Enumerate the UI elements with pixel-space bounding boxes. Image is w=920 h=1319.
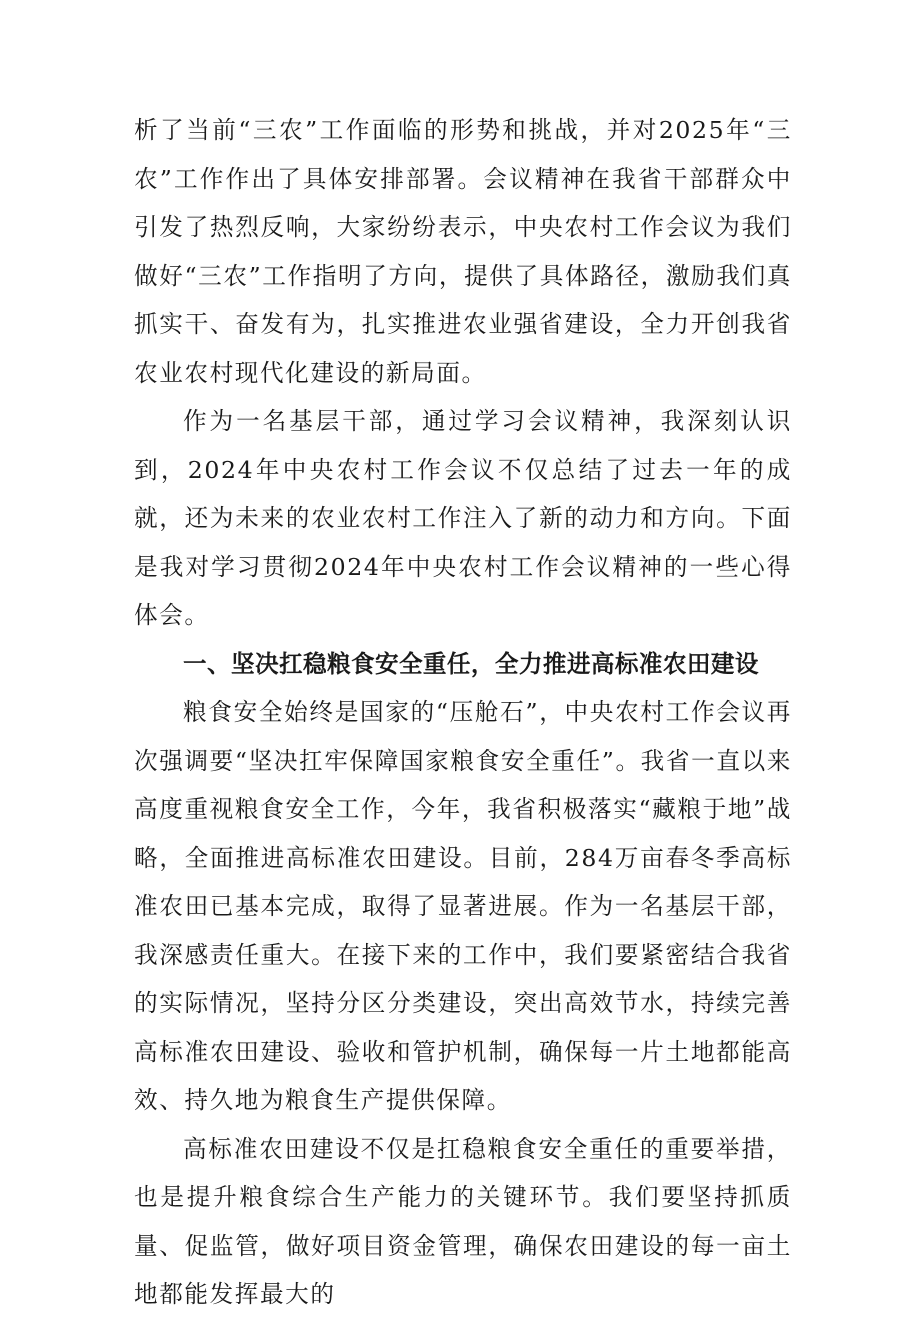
paragraph-grain-security: 粮食安全始终是国家的“压舱石”，中央农村工作会议再次强调要“坚决扛牢保障国家粮食安全重任”。我省一直以来高度重视粮食安全工作，今年，我省积极落实“藏粮于地”战略，全面推进高标准农田建设。目前，284万亩春冬季高标准农田已基本完成，取得了显著进展。作为一名基层干部，我深感责任重大。在接下来的工作中，我们要紧密结合我省的实际情况，坚持分区分类建设，突出高效节水，持续完善高标准农田建设、验收和管护机制，确保每一片土地都能高效、持久地为粮食生产提供保障。 bbox=[134, 698, 792, 1114]
document-body bbox=[134, 106, 792, 1319]
paragraph-continuation: 析了当前“三农”工作面临的形势和挑战，并对2025年“三农”工作作出了具体安排部署。会议精神在我省干部群众中引发了热烈反响，大家纷纷表示，中央农村工作会议为我们做好“三农”工作指明了方向，提供了具体路径，激励我们真抓实干、奋发有为，扎实推进农业强省建设，全力开创我省农业农村现代化建设的新局面。 bbox=[134, 116, 792, 387]
paragraph-intro: 作为一名基层干部，通过学习会议精神，我深刻认识到，2024年中央农村工作会议不仅总结了过去一年的成就，还为未来的农业农村工作注入了新的动力和方向。下面是我对学习贯彻2024年中央农村工作会议精神的一些心得体会。 bbox=[134, 407, 792, 629]
paragraph-farmland-construction: 高标准农田建设不仅是扛稳粮食安全重任的重要举措，也是提升粮食综合生产能力的关键环节。我们要坚持抓质量、促监管，做好项目资金管理，确保农田建设的每一亩土地都能发挥最大的 bbox=[134, 1134, 792, 1308]
section-heading-1: 一、坚决扛稳粮食安全重任，全力推进高标准农田建设 bbox=[183, 649, 759, 678]
